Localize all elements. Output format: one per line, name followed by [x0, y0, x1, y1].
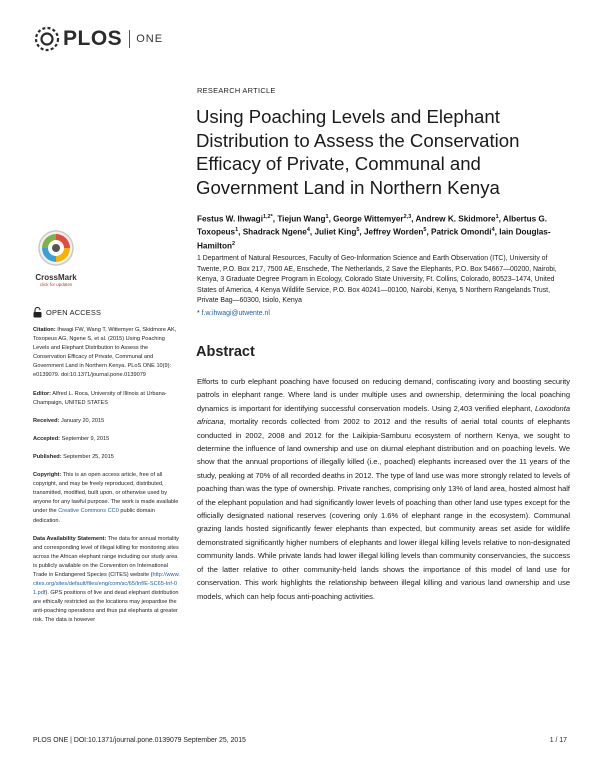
author-list: Festus W. Ihwagi$^{1,2*}$, Tiejun Wang$^1$, George Wittemyer$^{2,3}$, Andrew K. Skidmore$^1$, Albertus G. Toxopeus$^1$, Shadrack Ngene$^4$, Juliet King$^5$, Jeffrey Worden$^5$, Patrick Omondi$^4$, Iain Douglas-Hamilton$^2$ — [197, 214, 551, 251]
logo-divider — [129, 30, 130, 48]
open-access-badge — [33, 307, 181, 318]
abstract-part-1: Efforts to curb elephant poaching have focused on reducing demand, confiscating ivory and boosting security patrols in elephant range. Where land is under multiple uses and ownership, determining the local poaching dynamics is important for identifying successful conservation models. Using 2,403 verified elephant, — [197, 377, 570, 413]
author-name: Andrew K. Skidmore — [415, 214, 496, 224]
open-lock-icon — [33, 307, 42, 318]
email-marker: * — [197, 310, 202, 317]
data-availability-label: Data Availability Statement: — [33, 535, 107, 542]
citation-block — [33, 326, 181, 381]
footer-citation: PLOS ONE | DOI:10.1371/journal.pone.0139079 September 25, 2015 — [33, 737, 246, 744]
author-affiliation-marker: 1 — [325, 214, 329, 220]
accepted-label: Accepted: — [33, 435, 61, 442]
author-affiliation-marker: 5 — [356, 227, 360, 234]
author-affiliation-marker: 4 — [491, 227, 495, 234]
crossmark-badge[interactable] — [31, 229, 81, 287]
logo-journal: ONE — [136, 33, 164, 45]
author-name: Patrick Omondi — [431, 228, 492, 238]
editor-text: Alfred L. Roca, University of Illinois at Urbana-Champaign, UNITED STATES — [33, 390, 167, 406]
page-footer — [33, 737, 567, 744]
article-type: RESEARCH ARTICLE — [197, 86, 276, 95]
email-link[interactable]: f.w.ihwagi@utwente.nl — [201, 310, 270, 317]
author-affiliation-marker: 1 — [495, 214, 499, 220]
copyright-block — [33, 471, 181, 526]
accepted-block — [33, 435, 181, 444]
author-affiliation-marker: 2,3 — [403, 214, 412, 220]
author-name: Festus W. Ihwagi — [197, 214, 263, 224]
author-name: Albertus G. Toxopeus — [197, 214, 548, 238]
citation-text: Ihwagi FW, Wang T, Wittemyer G, Skidmore AK, Toxopeus AG, Ngene S, et al. (2015) Using Poaching Levels and Elephant Distribution to Assess the Conservation Efficacy of Private, Communal and Government Land in Northern Kenya. PLoS ONE 10(9): e0139079. doi:10.1371/journal.pone.0139079 — [33, 327, 177, 379]
author-name: Juliet King — [314, 228, 357, 238]
page-number: 1 / 17 — [549, 737, 567, 744]
author-name: Shadrack Ngene — [242, 228, 307, 238]
crossmark-icon — [37, 229, 75, 267]
article-sidebar — [33, 307, 181, 635]
author-affiliation-marker: 1 — [235, 227, 239, 234]
copyright-text-end: public domain dedication. — [33, 508, 155, 524]
editor-label: Editor: — [33, 390, 52, 397]
corresponding-email — [197, 310, 270, 317]
received-date: January 20, 2015 — [59, 417, 105, 424]
plos-logo-icon — [34, 26, 60, 52]
received-label: Received: — [33, 417, 60, 424]
cc0-link[interactable]: Creative Commons CC0 — [58, 508, 119, 515]
logo-brand: PLOS — [63, 27, 123, 50]
author-name: Jeffrey Worden — [363, 228, 424, 238]
abstract-text — [197, 375, 570, 603]
author-affiliation-marker: 1,2* — [262, 214, 273, 220]
crossmark-label: CrossMark — [35, 273, 77, 282]
published-block — [33, 453, 181, 462]
author-name: Iain Douglas-Hamilton — [197, 228, 551, 251]
article-title: Using Poaching Levels and Elephant Distribution to Assess the Conservation Efficacy of Private, Communal and Government Land in Northern Kenya — [196, 106, 520, 198]
published-date: September 25, 2015 — [61, 453, 114, 460]
author-affiliation-marker: 5 — [423, 227, 427, 234]
author-name: George Wittemyer — [333, 214, 404, 224]
published-label: Published: — [33, 453, 62, 460]
data-availability-block — [33, 535, 181, 626]
plos-one-logo — [34, 26, 163, 52]
affiliations: 1 Department of Natural Resources, Faculty of Geo-Information Science and Earth Observation (ITC), University of Twente, P.O. Box 217, 7500 AE, Enschede, The Netherlands, 2 Save the Elephants, P.O. Box 54667—00200, Nairobi, Kenya, 3 Graduate Degree Program in Ecology, Colorado State University, Ft. Collins, Colorado, 80523–1474, United States of America, 4 Kenya Wildlife Service, P.O. Box 40241—00100, Nairobi, Kenya, 5 Northern Rangelands Trust, Private Bag—60300, Isiolo, Kenya — [197, 255, 557, 305]
copyright-label: Copyright: — [33, 472, 62, 479]
abstract-heading: Abstract — [196, 344, 255, 360]
citation-label: Citation: — [33, 327, 56, 333]
author-affiliation-marker: 4 — [306, 227, 310, 234]
abstract-part-2: , mortality records collected from 2002 to 2012 and the results of aerial total counts of elephants conducted in 2002, 2008 and 2012 for the Laikipia-Samburu ecosystem of northern Kenya, we sought to determine the influence of land ownership and use on diurnal elephant distribution and on poaching levels. We show that the annual proportions of illegally killed (i.e., poached) elephants increased over the 11 years of the study, peaking at 70% of all recorded deaths in 2012. The type of land use was more strongly related to levels of poaching than was the type of ownership. Private ranches, comprising only 13% of land area, hosted almost half of the elephant population and had significantly lower levels of poaching than other land use types except for the officially designated national reserves (covering only 1.6% of elephant range in the ecosystem). Communal grazing lands hosted significantly fewer elephants than expected, but community areas set aside for wildlife demonstrated significantly higher numbers of elephants and lower illegal killing levels relative to non-designated community lands. While private lands had lower illegal killing levels than community conservancies, the success of the latter relative to other community-held lands shows the importance of this model of land use for conservation. This work highlights the relationship between illegal killing and various land ownership and use models, which can help focus anti-poaching activities. — [197, 417, 570, 601]
accepted-date: September 9, 2015 — [60, 435, 110, 442]
cites-link[interactable]: http://www.cites.org/sites/default/files/eng/com/sc/65/Inf/E-SC65-Inf-01.pdf — [33, 571, 180, 597]
copyright-text: This is an open access article, free of all copyright, and may be freely reproduced, distributed, transmitted, modified, built upon, or otherwise used by anyone for any lawful purpose. The work is made available under the — [33, 472, 179, 515]
open-access-label: OPEN ACCESS — [46, 308, 102, 317]
editor-block — [33, 390, 181, 408]
author-name: Tiejun Wang — [277, 214, 326, 224]
crossmark-sublabel: click for updates — [39, 282, 73, 287]
abstract-species: Loxodonta africana — [197, 403, 570, 427]
data-availability-text: The data for annual mortality and corresponding level of illegal killing for monitoring sites across the African elephant range including our study area is publicly available on the Convention on International Trade in Endangered Species (CITES) website ( — [33, 535, 179, 578]
received-block — [33, 417, 181, 426]
author-affiliation-marker: 2 — [232, 240, 236, 247]
data-availability-text-end: ). GPS positions of live and dead elephant distribution are ethically restricted as the locations may jeopardise the anti-poaching operations and thus put elephants at greater risk. The data is however — [33, 590, 179, 624]
